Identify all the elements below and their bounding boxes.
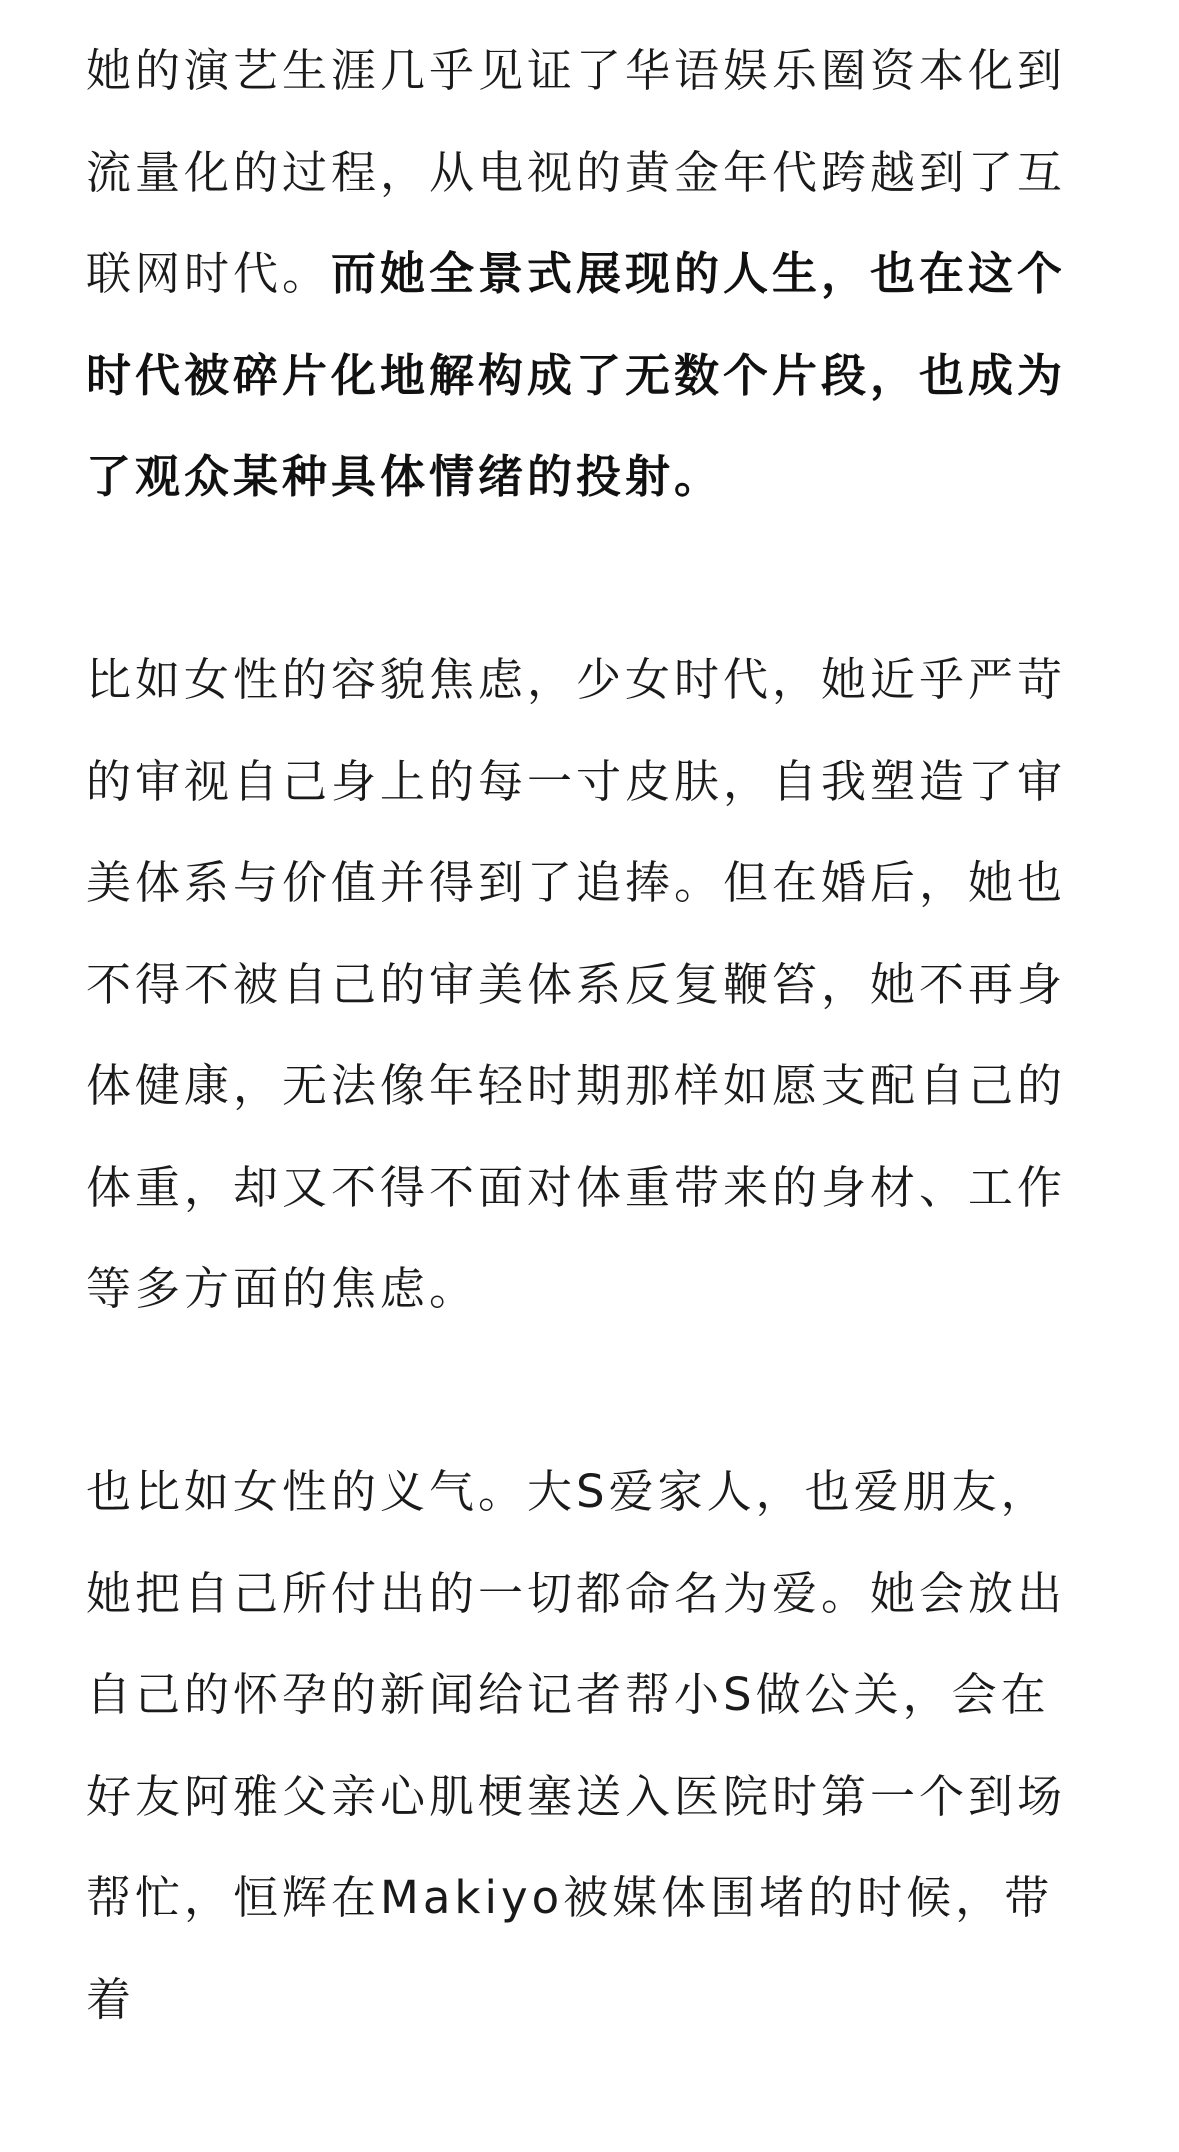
paragraph-1-bold-text: 而她全景式展现的人生，也在这个时代被碎片化地解构成了无数个片段，也成为了观众某种具体情绪的投射。 bbox=[86, 247, 1067, 503]
paragraph-2: 比如女性的容貌焦虑，少女时代，她近乎严苛的审视自己身上的每一寸皮肤，自我塑造了审美体系与价值并得到了追捧。但在婚后，她也不得不被自己的审美体系反复鞭笞，她不再身体健康，无法像年轻时期那样如愿支配自己的体重，却又不得不面对体重带来的身材、工作等多方面的焦虑。 bbox=[86, 653, 1067, 1315]
paragraph-1-text: 她的演艺生涯几乎见证了华语娱乐圈资本化到流量化的过程，从电视的黄金年代跨越到了互联网时代。 bbox=[86, 44, 1067, 300]
article-body bbox=[86, 20, 1096, 2152]
paragraph-1 bbox=[86, 20, 1096, 528]
paragraph-3: 也比如女性的义气。大S爱家人，也爱朋友，她把自己所付出的一切都命名为爱。她会放出自己的怀孕的新闻给记者帮小S做公关，会在好友阿雅父亲心肌梗塞送入医院时第一个到场帮忙，恒辉在Makiyo被媒体围堵的时候，带着 bbox=[86, 1465, 1067, 2026]
